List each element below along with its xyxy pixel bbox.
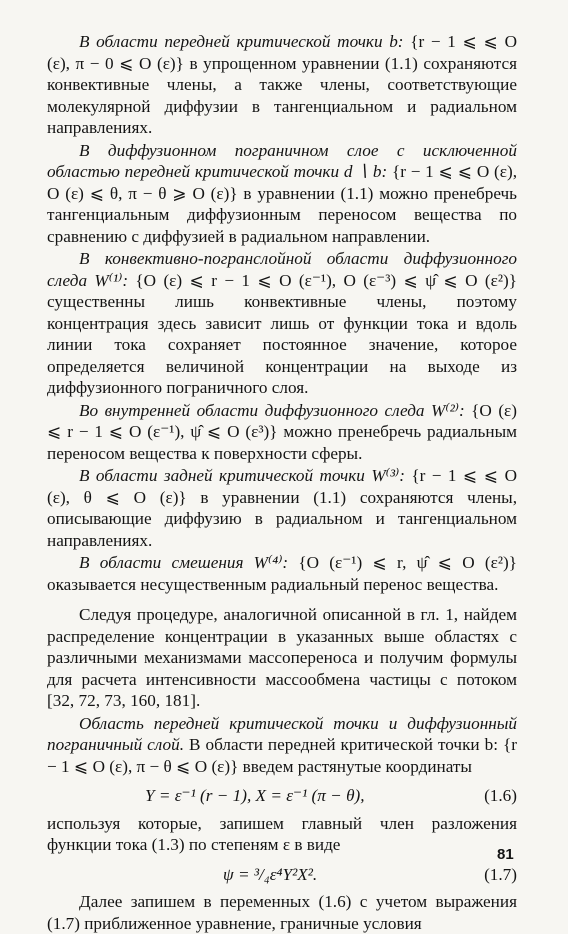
equation-1-6 (47, 785, 517, 807)
paragraph-after-equation: используя которые, запишем главный член разложения функции тока (1.3) по степеням ε в виде (47, 813, 517, 854)
section-heading: Область передней критической точки и диффузионный пограничный слой. (47, 713, 517, 754)
region-title: В области передней критической точки b: (79, 32, 411, 51)
equation-1-7 (47, 864, 517, 886)
paragraph-convective-wake (47, 248, 517, 399)
paragraph-mixing-region (47, 552, 517, 595)
region-description: {O (ε) ⩽ r − 1 ⩽ O (ε⁻¹), ψ̂ ⩽ O (ε³)} можно пренебречь радиальным переносом вещества к поверхности сферы. (47, 400, 517, 463)
region-title: В конвективно-погранслойной области диффузионного следа W⁽¹⁾: (47, 249, 517, 290)
region-title: В диффузионном пограничном слое с исключенной областью передней критической точки d ∖ b: (47, 140, 517, 181)
paragraph-inner-wake (47, 400, 517, 465)
paragraph-closing: Далее запишем в переменных (1.6) с учетом выражения (1.7) приближенное уравнение, граничные условия (47, 892, 517, 933)
paragraph-front-stagnation (47, 31, 517, 139)
region-title: В области задней критической точки W⁽³⁾: (79, 466, 412, 485)
page-number: 81 (497, 846, 514, 863)
equation-body: Y = ε⁻¹ (r − 1), X = ε⁻¹ (π − θ), (145, 786, 365, 805)
region-title: В области смешения W⁽⁴⁾: (79, 553, 299, 572)
equation-body: ψ = ³/₄ε⁴Y²X². (223, 864, 318, 884)
region-description: {r − 1 ⩽ ⩽ O (ε), O (ε) ⩽ θ, π − θ ⩾ O (ε)} в уравнении (1.1) можно пренебречь тангенциальным диффузионным переносом вещества по сравнению с диффузией в радиальном направлении. (47, 162, 517, 246)
region-description: {O (ε) ⩽ r − 1 ⩽ O (ε⁻¹), O (ε⁻³) ⩽ ψ̂ ⩽ O (ε²)} существенны лишь конвективные члены, поэтому концентрация здесь зависит лишь от функции тока и вдоль линии тока сохраняет постоянное значение, которое определяется величиной концентрации на выходе из диффузионного пограничного слоя. (47, 270, 517, 397)
region-title: Во внутренней области диффузионного следа W⁽²⁾: (79, 400, 472, 420)
equation-number: (1.6) (484, 786, 517, 805)
paragraph-rear-stagnation (47, 465, 517, 551)
body-text (47, 31, 517, 934)
section-text: В области передней критической точки b: {r − 1 ⩽ O (ε), π − θ ⩽ O (ε)} введем растянутые координаты (47, 735, 517, 776)
equation-number: (1.7) (484, 864, 517, 884)
region-description: {r − 1 ⩽ ⩽ O (ε), θ ⩽ O (ε)} в уравнении (1.1) сохраняются члены, описывающие диффузию в радиальном и тангенциальном направлениях. (47, 466, 517, 550)
region-description: {O (ε⁻¹) ⩽ r, ψ̂ ⩽ O (ε²)} оказывается несущественным радиальный перенос вещества. (47, 553, 517, 594)
paragraph-section-front-point (47, 713, 517, 778)
paragraph-diffusion-boundary-layer (47, 140, 517, 248)
region-description: {r − 1 ⩽ ⩽ O (ε), π − 0 ⩽ O (ε)} в упрощенном уравнении (1.1) сохраняются конвективные члены, а также члены, соответствующие молекулярной диффузии в тангенциальном и радиальном направлениях. (47, 32, 517, 137)
paragraph-procedure: Следуя процедуре, аналогичной описанной в гл. 1, найдем распределение концентрации в указанных выше областях с различными механизмами массопереноса и получим формулы для расчета интенсивности массообмена частицы с потоком [32, 72, 73, 160, 181]. (47, 605, 517, 710)
